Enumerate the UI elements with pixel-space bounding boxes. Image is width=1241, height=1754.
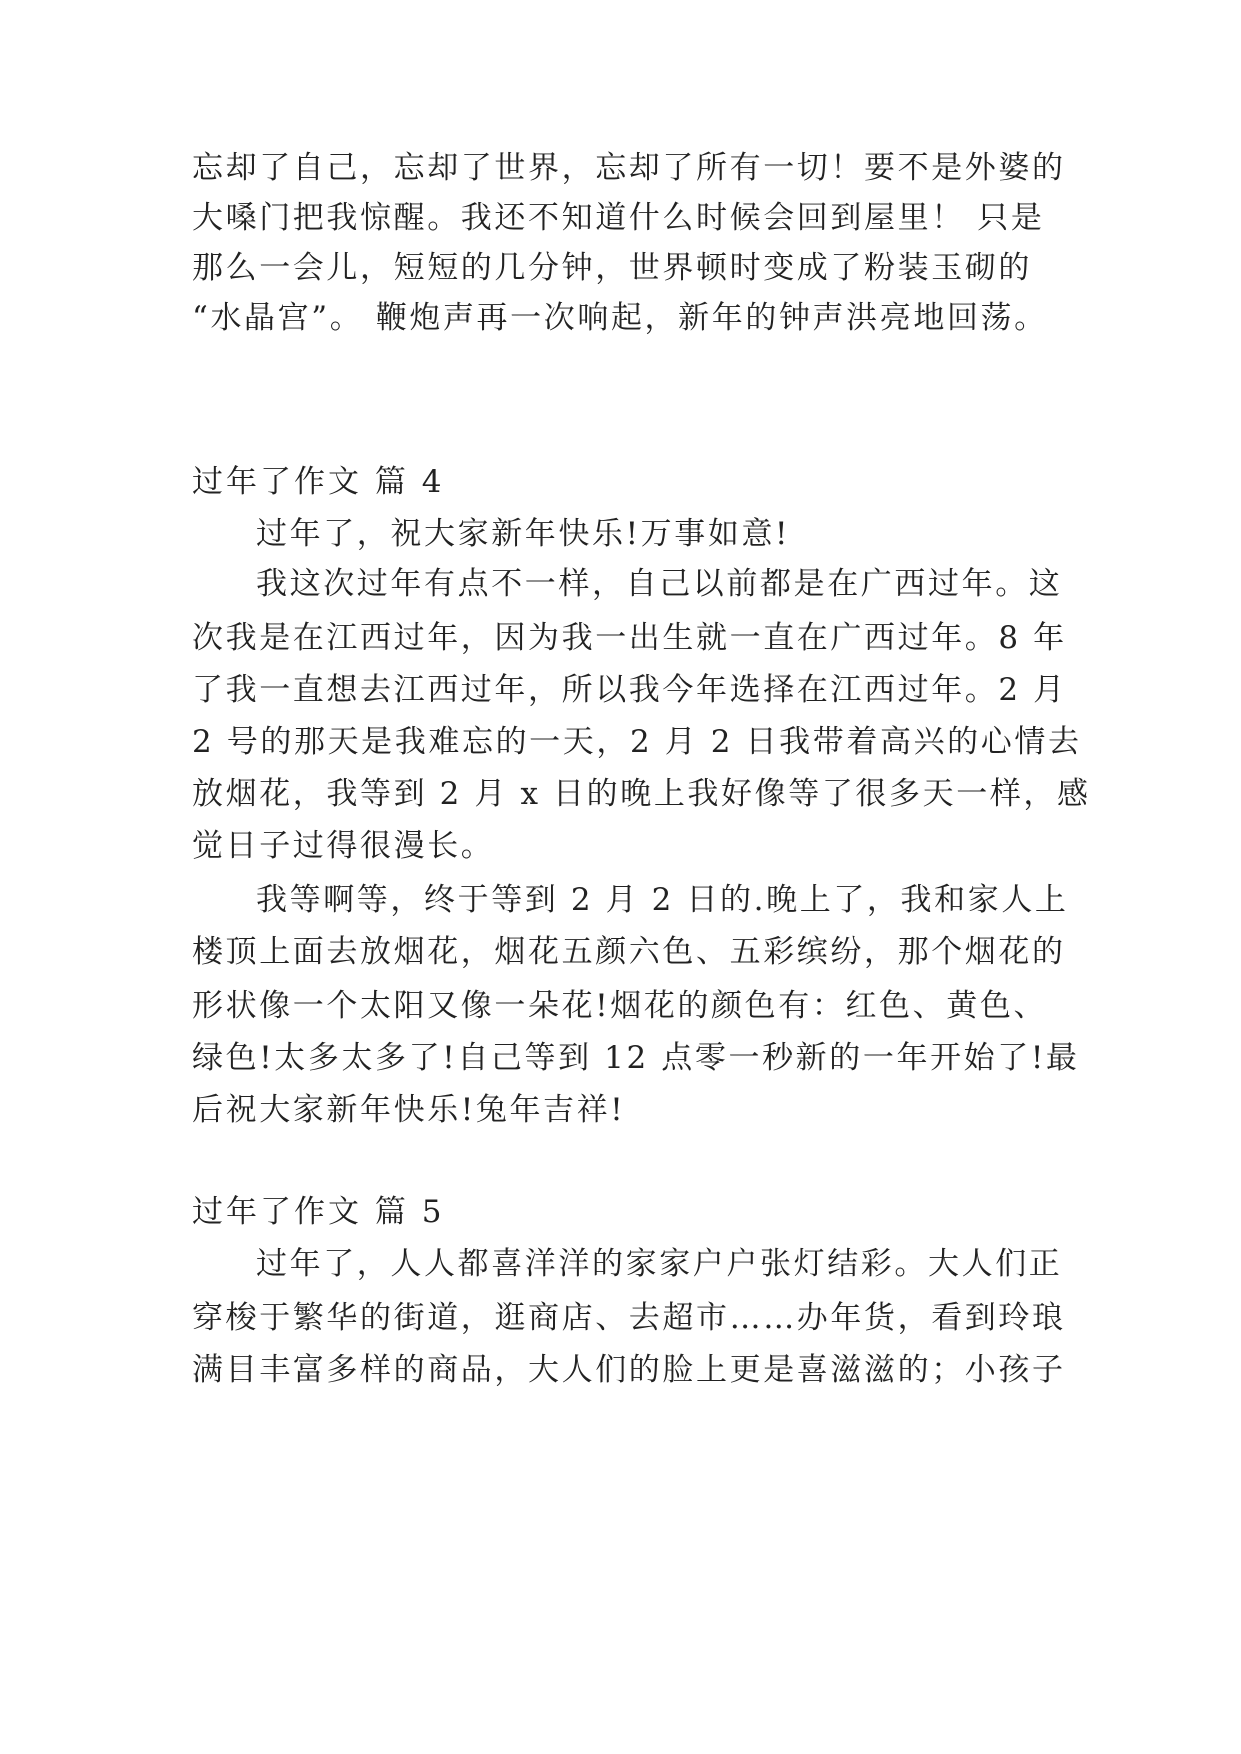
paragraph-line: 次我是在江西过年，因为我一出生就一直在广西过年。8 年 — [192, 620, 1067, 656]
paragraph-line: 绿色!太多太多了!自己等到 12 点零一秒新的一年开始了!最 — [192, 1040, 1080, 1076]
paragraph-line: 了我一直想去江西过年，所以我今年选择在江西过年。2 月 — [192, 672, 1067, 708]
section-heading: 过年了作文 篇 5 — [192, 1194, 445, 1230]
paragraph-line: 我这次过年有点不一样，自己以前都是在广西过年。这 — [256, 566, 1063, 602]
paragraph-line: 放烟花，我等到 2 月 x 日的晚上我好像等了很多天一样，感 — [192, 776, 1091, 812]
paragraph-line: 觉日子过得很漫长。 — [192, 828, 495, 864]
paragraph-line: 过年了，祝大家新年快乐!万事如意! — [256, 516, 791, 552]
paragraph-line: 后祝大家新年快乐!兔年吉祥! — [192, 1092, 626, 1128]
paragraph-line: 过年了，人人都喜洋洋的家家户户张灯结彩。大人们正 — [256, 1246, 1063, 1282]
paragraph-line: 那么一会儿，短短的几分钟，世界顿时变成了粉装玉砌的 — [192, 250, 1032, 286]
paragraph-line: 满目丰富多样的商品，大人们的脸上更是喜滋滋的；小孩子 — [192, 1352, 1066, 1388]
paragraph-line: 忘却了自己，忘却了世界，忘却了所有一切！要不是外婆的 — [192, 150, 1066, 186]
paragraph-line: 我等啊等，终于等到 2 月 2 日的.晚上了，我和家人上 — [256, 882, 1069, 918]
paragraph-line: 楼顶上面去放烟花，烟花五颜六色、五彩缤纷，那个烟花的 — [192, 934, 1066, 970]
paragraph-line: 穿梭于繁华的街道，逛商店、去超市……办年货，看到玲琅 — [192, 1300, 1066, 1336]
paragraph-line: 形状像一个太阳又像一朵花!烟花的颜色有：红色、黄色、 — [192, 988, 1048, 1024]
paragraph-line: 2 号的那天是我难忘的一天，2 月 2 日我带着高兴的心情去 — [192, 724, 1082, 760]
paragraph-line: 大嗓门把我惊醒。我还不知道什么时候会回到屋里！ 只是 — [192, 200, 1045, 236]
section-heading: 过年了作文 篇 4 — [192, 464, 445, 500]
paragraph-line: “水晶宫”。 鞭炮声再一次响起，新年的钟声洪亮地回荡。 — [192, 300, 1048, 336]
